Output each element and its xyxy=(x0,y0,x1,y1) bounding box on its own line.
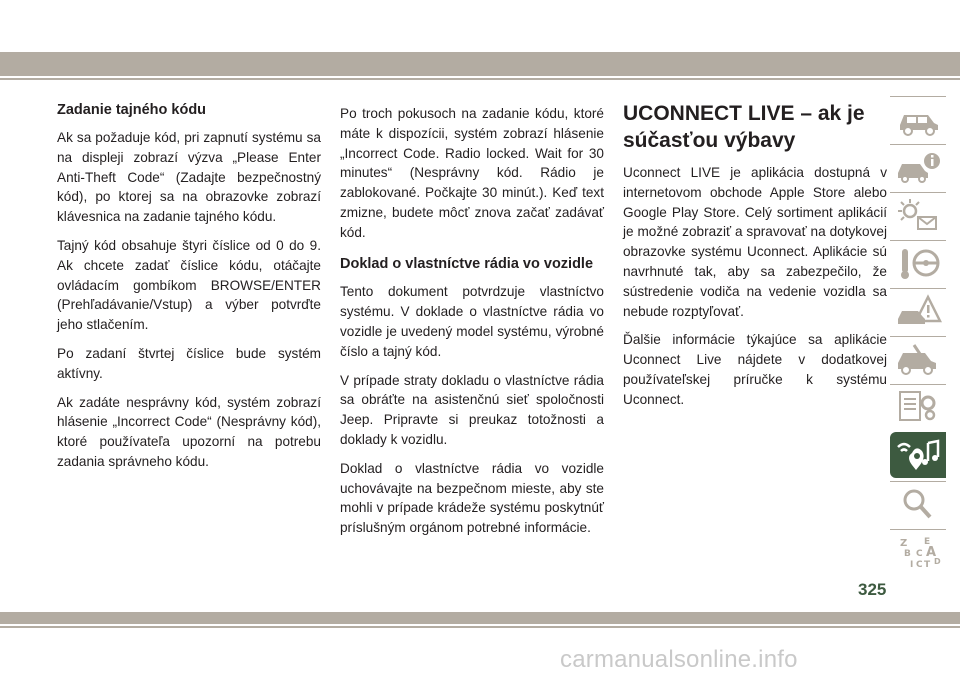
footer-line xyxy=(0,626,960,628)
footer-band xyxy=(0,612,960,624)
warning-car-icon[interactable] xyxy=(890,288,946,333)
paragraph: Ak zadáte nesprávny kód, systém zobrazí hlásenie „Incorrect Code“ (Nesprávny kód), ktoré používateľa upozorní na potrebu zadania správneho kódu. xyxy=(57,394,321,469)
paragraph: Tento dokument potvrdzuje vlastníctvo systému. V doklade o vlastníctve rádia vo vozidle je uvedený model systému, výrobné číslo a tajný kód. xyxy=(340,284,604,359)
paragraph: Tajný kód obsahuje štyri číslice od 0 do 9. Ak chcete zadať číslice kódu, otáčajte ovládacím gombíkom BROWSE/ENTER (Prehľadávanie/Vstup) a výber potvrďte jeho stlačením. xyxy=(57,237,321,333)
header-decoration xyxy=(0,0,960,80)
lights-messages-icon[interactable] xyxy=(890,192,946,237)
svg-text:D: D xyxy=(934,557,941,566)
watermark: carmanualsonline.info xyxy=(560,646,798,673)
column-right xyxy=(623,100,887,419)
svg-text:C: C xyxy=(916,549,923,559)
multimedia-active-icon[interactable] xyxy=(890,432,946,478)
svg-text:B: B xyxy=(904,549,911,559)
svg-text:C: C xyxy=(916,560,923,570)
section-heading-ownership-document: Doklad o vlastníctve rádia vo vozidle xyxy=(340,255,594,272)
search-icon[interactable] xyxy=(890,481,946,526)
svg-text:I: I xyxy=(910,560,914,570)
header-band xyxy=(0,52,960,76)
car-icon[interactable] xyxy=(890,96,946,141)
svg-text:Z: Z xyxy=(900,538,908,549)
paragraph: Ak sa požaduje kód, pri zapnutí systému sa na displeji zobrazí výzva „Please Enter Anti-Theft Code“ (Zadajte bezpečnostný kód), po ktorej sa na obrazovke zobrazí klávesnica na zadanie tajného kódu. xyxy=(57,130,321,225)
paragraph: Doklad o vlastníctve rádia vo vozidle uchovávajte na bezpečnom mieste, aby ste mohli v prípade krádeže systému poskytnúť príslušným orgánom potrebné informácie. xyxy=(340,460,604,536)
paragraph: V prípade straty dokladu o vlastníctve rádia sa obráťte na asistenčnú sieť spoločnosti Jeep. Pripravte si preukaz totožnosti a doklady k vozidlu. xyxy=(340,372,604,447)
index-letters-icon[interactable] xyxy=(890,529,946,574)
section-heading-uconnect-live: UCONNECT LIVE – ak je súčasťou výbavy xyxy=(623,102,865,152)
svg-text:T: T xyxy=(924,560,931,570)
paragraph: Po troch pokusoch na zadanie kódu, ktoré máte k dispozícii, systém zobrazí hlásenie „Incorrect Code. Radio locked. Wait for 30 minutes“ (Nesprávny kód. Rádio je zablokované. Počkajte 30 minút.). Keď text zmizne, budete môcť znova začať zadávať kód. xyxy=(340,106,604,240)
key-steering-icon[interactable] xyxy=(890,240,946,285)
column-left xyxy=(57,100,321,481)
svg-text:E: E xyxy=(924,537,931,547)
page-number: 325 xyxy=(858,580,887,599)
paragraph: Po zadaní štvrtej číslice bude systém aktívny. xyxy=(57,345,321,381)
car-service-icon[interactable] xyxy=(890,336,946,381)
section-heading-secret-code: Zadanie tajného kódu xyxy=(57,102,207,118)
header-line xyxy=(0,78,960,80)
document-gear-icon[interactable] xyxy=(890,384,946,429)
paragraph: Ďalšie informácie týkajúce sa aplikácie Uconnect Live nájdete v dodatkovej používateľskej príručke k systému Uconnect. xyxy=(623,332,887,407)
car-info-icon[interactable] xyxy=(890,144,946,189)
column-middle xyxy=(340,104,604,547)
paragraph: Uconnect LIVE je aplikácia dostupná v internetovom obchode Apple Store alebo Google Play Store. Celý sortiment aplikácií je možné zobraziť a spravovať na dotykovej obrazovke systému Uconnect. Aplikácie sú navrhnuté tak, aby sa zabezpečilo, že sústredenie vodiča na vedenie vozidla sa nebude rozptyľovať. xyxy=(623,165,887,319)
chapter-tabs xyxy=(890,96,948,577)
svg-text:A: A xyxy=(926,545,937,560)
